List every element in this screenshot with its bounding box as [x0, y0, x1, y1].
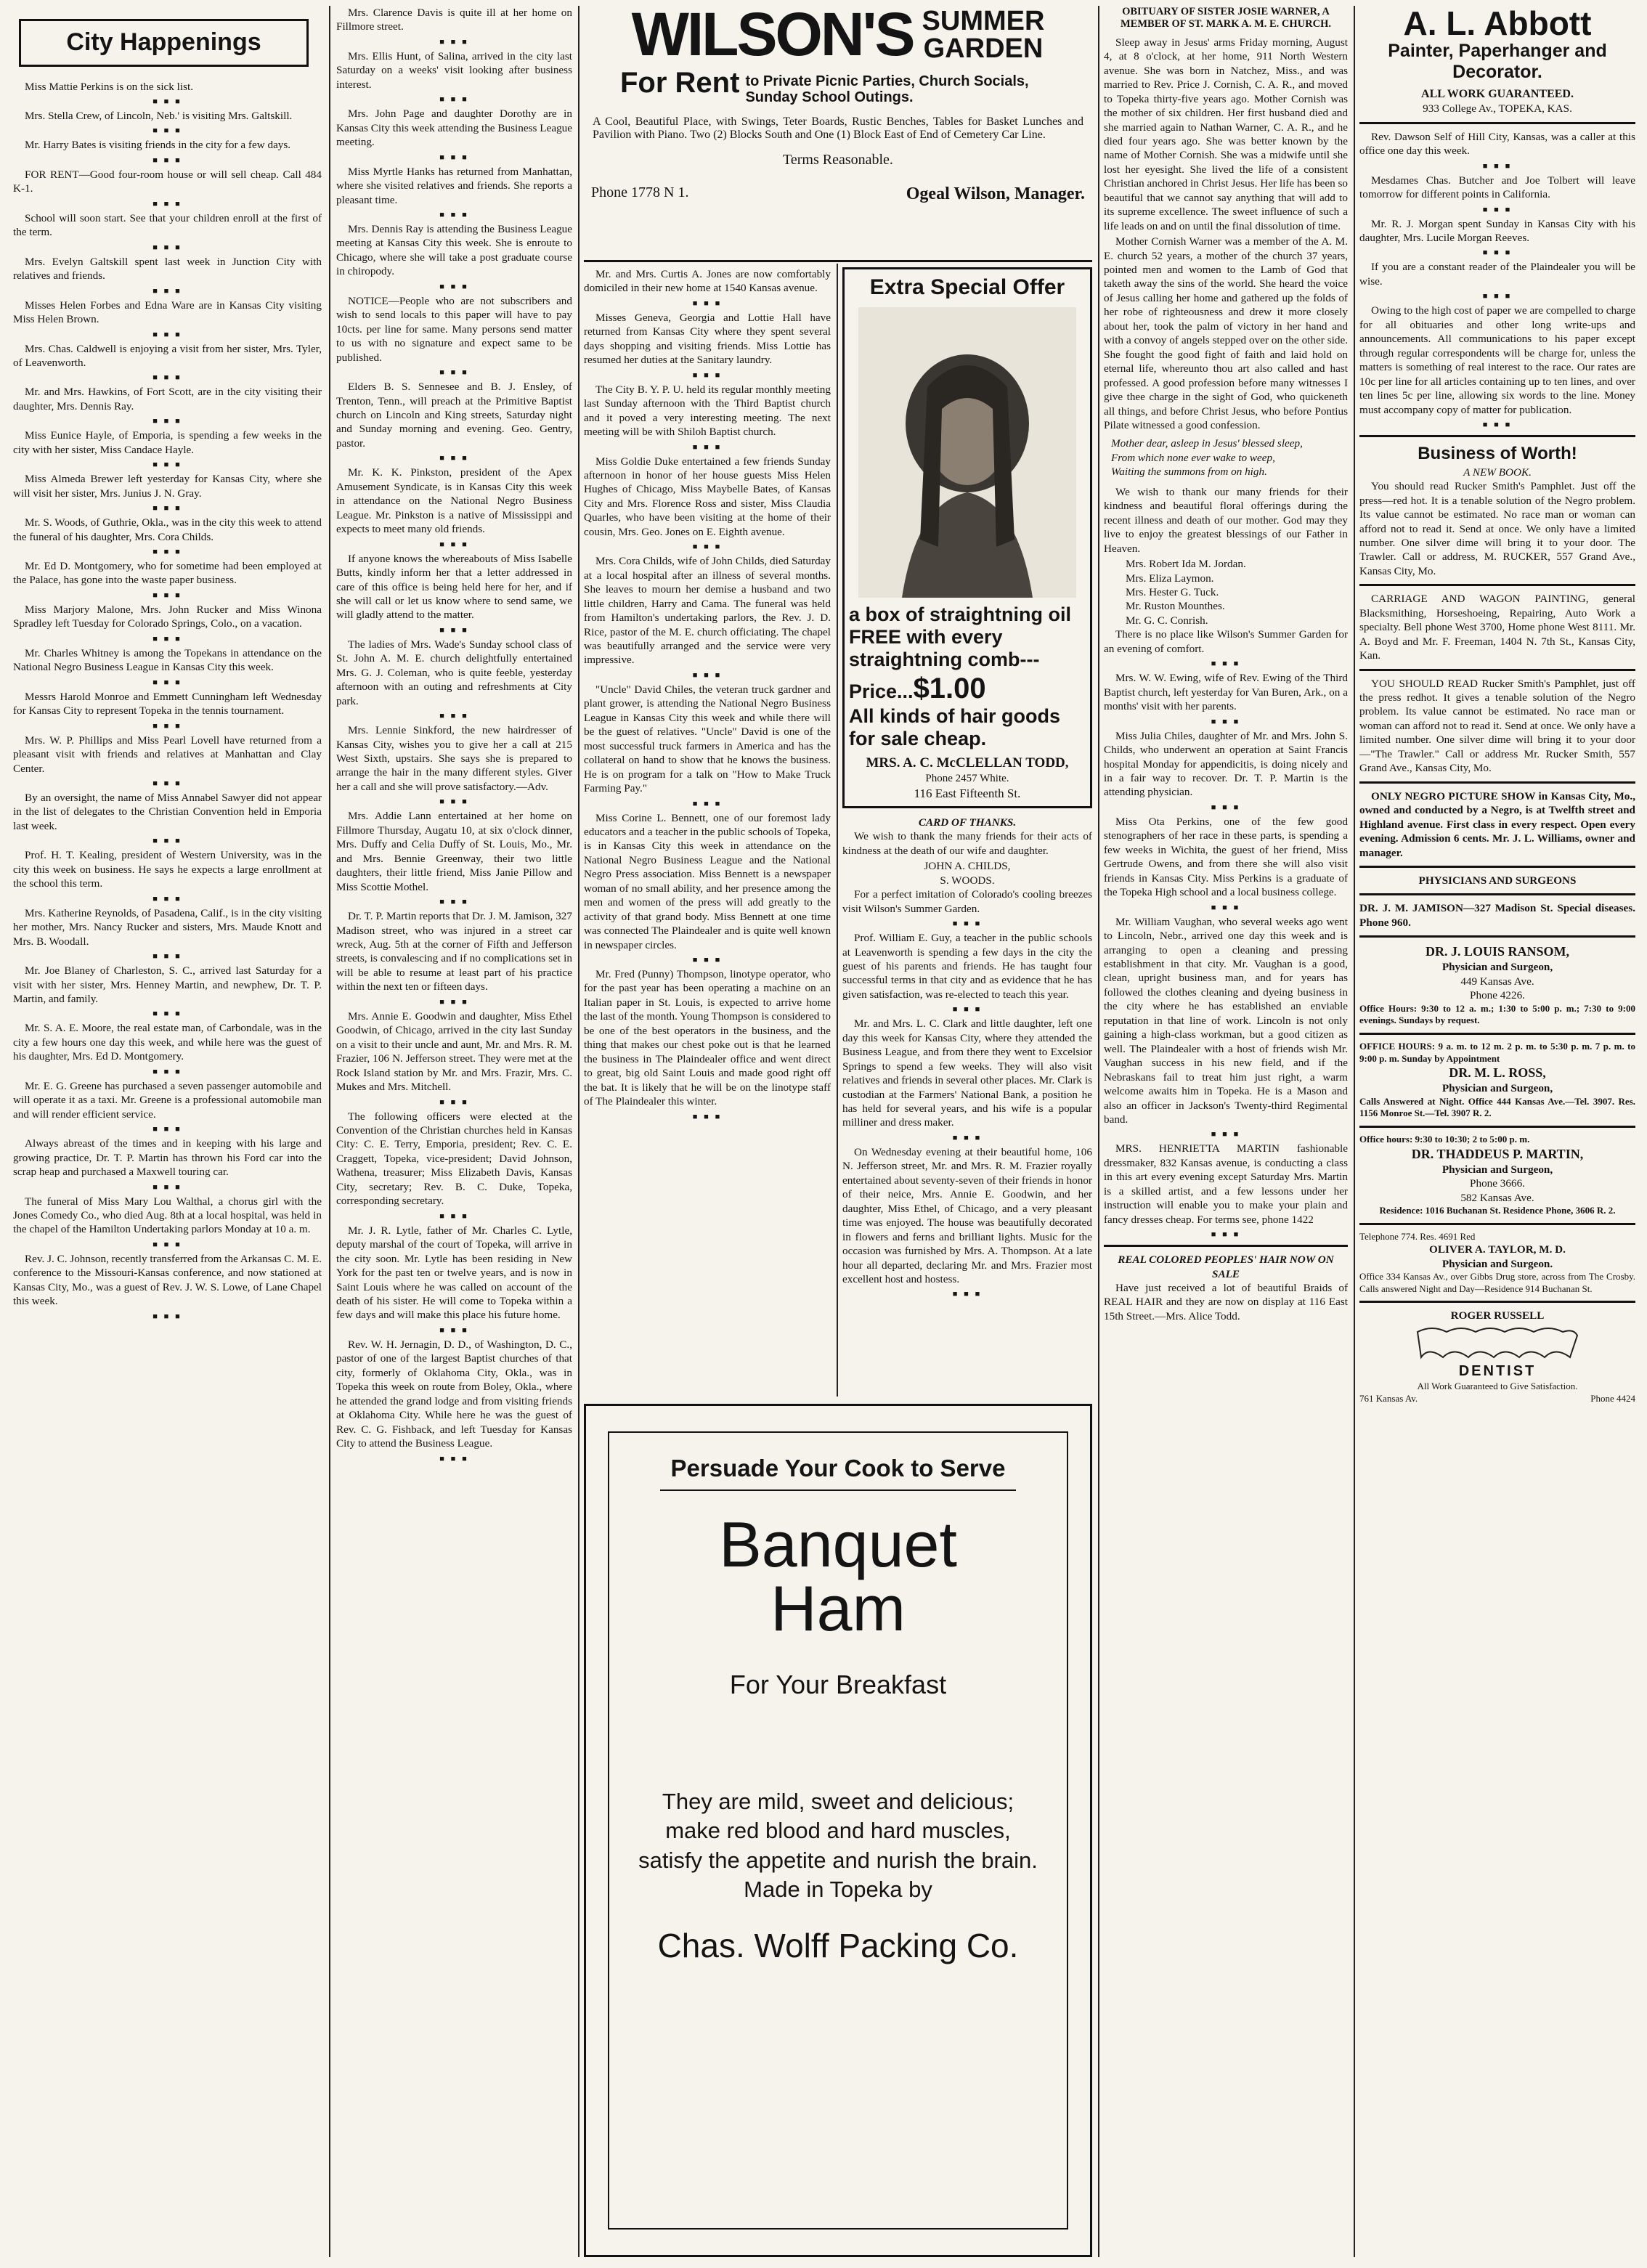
news-item: Rev. Dawson Self of Hill City, Kansas, was a caller at this office one day this week.: [1359, 130, 1635, 158]
abbott-guarantee: ALL WORK GUARANTEED.: [1421, 87, 1574, 100]
news-item: Mrs. Cora Childs, wife of John Childs, died Saturday at a local hospital after an illness of several months. She leaves to mourn her demise a husband and two little children, Harry and Cama. The funeral was held from Hamilton's undertaking parlors, the Rev. J. D. Rice, pastor of the M. E. church officiating. The chapel was beautifully arranged and the service were very impressive.: [584, 555, 831, 667]
item-separator: ■ ■ ■: [152, 1240, 182, 1249]
item-separator: ■ ■ ■: [439, 540, 469, 549]
news-item: Mr. S. A. E. Moore, the real estate man, of Carbondale, was in the city a few hours one day this week, and while here was the guest of his daughter, Mrs. Ed D. Montgomery.: [13, 1022, 322, 1063]
news-item: Elders B. S. Sennesee and B. J. Ensley, of Trenton, Tenn., will preach at the Primitive Baptist church on Lincoln and King streets, Saturday night and Sunday morning and evening. Geo. Gentry, pastor.: [336, 381, 572, 450]
card-signer: S. WOODS.: [940, 874, 995, 887]
banquet-persuade: Persuade Your Cook to Serve: [670, 1455, 1006, 1481]
item-separator: ■ ■ ■: [152, 1182, 182, 1192]
column-six-list: [1359, 130, 1635, 429]
news-item: Mr. S. Woods, of Guthrie, Okla., was in the city this week to attend the funeral of his daughter, Mrs. Cora Childs.: [13, 516, 322, 543]
martin-title: Physician and Surgeon,: [1441, 1163, 1553, 1176]
banquet-ham-ad: [584, 1404, 1092, 2257]
news-item: Mrs. Katherine Reynolds, of Pasadena, Calif., is in the city visiting her mother, Mrs. Nancy Rucker and sisters, Mrs. Maude Knott and Mrs. B. Woodall.: [13, 906, 322, 948]
wilson-for-rent: For Rent: [620, 67, 740, 99]
wilson-subtitle: SUMMER GARDEN: [922, 6, 1045, 64]
banquet-line-1: Banquet: [719, 1508, 957, 1580]
item-separator: ■ ■ ■: [439, 797, 469, 807]
item-separator: ■ ■ ■: [439, 1211, 469, 1221]
wilson-manager: Ogeal Wilson, Manager.: [906, 184, 1085, 204]
item-separator: ■ ■ ■: [952, 1005, 983, 1015]
news-item: Misses Helen Forbes and Edna Ware are in Kansas City visiting Miss Helen Brown.: [13, 298, 322, 326]
news-item: Miss Myrtle Hanks has returned from Manhattan, where she visited relatives and friends. She reports a pleasant time.: [336, 165, 572, 206]
ransom-title: Physician and Surgeon,: [1441, 961, 1553, 974]
martin-residence: Residence: 1016 Buchanan St. Residence Phone, 3606 R. 2.: [1379, 1205, 1616, 1216]
item-separator: ■ ■ ■: [1211, 659, 1241, 669]
news-item: Mrs. Clarence Davis is quite ill at her home on Fillmore street.: [336, 7, 572, 33]
wilson-summer-garden-ad: [584, 6, 1092, 256]
news-item: Miss Mattie Perkins is on the sick list.: [25, 80, 194, 93]
teeth-illustration: [1410, 1325, 1585, 1361]
news-item: "Uncle" David Chiles, the veteran truck gardner and plant grower, is attending the National Negro Business League in Kansas City this week and while there will be the guest of relatives. "Uncle" David is one of the most successful truck farmers in America and has the collateral on hand to show that he knows the business. He is on program for a talk on "How to Make Truck Farming Pay.": [584, 683, 831, 795]
wilson-phone: Phone 1778 N 1.: [591, 184, 689, 201]
news-item: Mrs. Dennis Ray is attending the Business League meeting at Kansas City this week. She is enroute to Chicago, where she will take a post graduate course in chiropody.: [336, 222, 572, 278]
news-item: Mesdames Chas. Butcher and Joe Tolbert will leave tomorrow for different points in California.: [1359, 174, 1635, 201]
item-separator: ■ ■ ■: [952, 1133, 983, 1142]
news-item: Mrs. Evelyn Galtskill spent last week in Junction City with relatives and friends.: [13, 255, 322, 283]
news-item: If you are a constant reader of the Plaindealer you will be wise.: [1359, 261, 1635, 288]
item-separator: ■ ■ ■: [1211, 802, 1241, 812]
item-separator: ■ ■ ■: [439, 153, 469, 162]
column-rule: [1098, 6, 1099, 2257]
item-separator: ■ ■ ■: [439, 1325, 469, 1335]
abbott-name: A. L. Abbott: [1403, 6, 1592, 42]
ransom-name: DR. J. LOUIS RANSOM,: [1425, 944, 1570, 959]
news-item: The funeral of Miss Mary Lou Walthal, a chorus girl with the Jones Comedy Co., who died Aug. 8th at a local hospital, was held in the chapel of the Hamilton Undertaking parlors Monday at 10 a. m.: [13, 1195, 322, 1236]
item-separator: ■ ■ ■: [1211, 1130, 1241, 1139]
wilson-terms: Terms Reasonable.: [783, 152, 893, 168]
news-item: Mr. Joe Blaney of Charleston, S. C., arrived last Saturday for a visit with her sister, Mrs. Henney Martin, and newphew, Dr. T. P. Martin, and family.: [13, 964, 322, 1005]
worth-subheading: A NEW BOOK.: [1463, 466, 1532, 479]
item-separator: ■ ■ ■: [152, 460, 182, 470]
column-two: [336, 6, 572, 2257]
text-line: From which none ever wake to weep,: [1111, 451, 1275, 464]
text-line: Waiting the summons from on high.: [1111, 466, 1267, 479]
item-separator: ■ ■ ■: [1211, 1230, 1241, 1240]
item-separator: ■ ■ ■: [692, 298, 723, 308]
newspaper-page: [13, 6, 1635, 2257]
item-separator: ■ ■ ■: [152, 1125, 182, 1134]
taylor-title: Physician and Surgeon.: [1441, 1257, 1553, 1270]
column-rule: [578, 6, 580, 2257]
news-item: Mr. Ed D. Montgomery, who for sometime had been employed at the Palace, has gone into the waste paper business.: [13, 560, 322, 587]
item-separator: ■ ■ ■: [152, 1067, 182, 1076]
carriage-ad: CARRIAGE AND WAGON PAINTING, general Blacksmithing, Horseshoeing, Repairing, Auto Work a specialty. Bell phone West 3700, Home phone West 8111. Mr. A. Boyd and Mr. F. Freeman, 1404 N. 7th St., Kansas City, Kan.: [1359, 593, 1635, 662]
item-separator: ■ ■ ■: [152, 634, 182, 643]
column-city-happenings: [13, 6, 322, 2257]
news-item: The following officers were elected at the Convention of the Christian churches held in Kansas City: C. E. Terry, Emporia, president; Rev. C. E. Craggett, Topeka, vice-president; David Johnson, Wathena, treasurer; Miss Elizabeth Davis, Kansas City, secretary; Rev. B. C. Duke, Topeka, corresponding secretary.: [336, 1110, 572, 1208]
news-item: Mr. and Mrs. Hawkins, of Fort Scott, are in the city visiting their daughter, Mrs. Dennis Ray.: [13, 386, 322, 412]
ross-hours: OFFICE HOURS: 9 a. m. to 12 m. 2 p. m. to 5:30 p. m. 7 p. m. to 9:00 p. m. Sunday by Appointment: [1359, 1041, 1635, 1064]
city-happenings-list: [13, 80, 322, 1321]
ransom-phone: Phone 4226.: [1470, 989, 1525, 1002]
column-obituary: [1104, 6, 1348, 2257]
dentist-phone: Phone 4424: [1590, 1393, 1635, 1405]
item-separator: ■ ■ ■: [439, 1097, 469, 1107]
text-line: Mr. Ruston Mounthes.: [1126, 600, 1225, 613]
news-item: Mrs. Chas. Caldwell is enjoying a visit from her sister, Mrs. Tyler, of Leavenworth.: [13, 342, 322, 369]
item-separator: ■ ■ ■: [152, 1312, 182, 1321]
dentist-address: 761 Kansas Av.: [1359, 1393, 1418, 1405]
item-separator: ■ ■ ■: [152, 373, 182, 383]
column-five-list: [1104, 627, 1348, 1239]
item-separator: ■ ■ ■: [692, 442, 723, 452]
column-directory: [1359, 6, 1635, 2257]
item-separator: ■ ■ ■: [1482, 292, 1513, 301]
news-item: NOTICE—People who are not subscribers and wish to send locals to this paper will have to pay 10cts. per line for same. Many persons send matter to us with no signature and expect same to be published.: [336, 294, 572, 364]
news-item: Mr. William Vaughan, who several weeks ago went to Lincoln, Nebr., arrived one day this week and is arranging to open a cleaning and pressing establishment in that city. Mr. Vaughan is a good, clean, upright business man, and for years has followed the clothes cleaning and dyeing business in the city where he has established an enviable reputation in that line of work. Lincoln is not only gaining a high-class workman, but a good citizen as well. The Plaindealer with a host of friends wish Mr. Vaughan success in his new field, and if the Nebraskans fail to treat him just right, a warm welcome awaits him in Topeka. He is a Mason and also an officer in Jackson's Twenty-third Regimental band.: [1104, 915, 1348, 1126]
item-separator: ■ ■ ■: [152, 330, 182, 339]
todd-phone: Phone 2457 White.: [925, 772, 1009, 784]
ross-name: DR. M. L. ROSS,: [1449, 1065, 1546, 1081]
todd-address: 116 East Fifteenth St.: [914, 787, 1021, 801]
news-item: Miss Julia Chiles, daughter of Mr. and Mrs. John S. Childs, who underwent an operation at Saint Francis hospital Monday for appendicitis, is doing nicely and in a fair way to recover. Dr. T. P. Martin is the attending physician.: [1104, 729, 1348, 799]
item-separator: ■ ■ ■: [152, 548, 182, 557]
city-happenings-heading: City Happenings: [19, 19, 309, 67]
item-separator: ■ ■ ■: [439, 282, 469, 291]
item-separator: ■ ■ ■: [952, 919, 983, 929]
item-separator: ■ ■ ■: [152, 199, 182, 208]
news-item: Miss Eunice Hayle, of Emporia, is spending a few weeks in the city with her sister, Miss Candace Hayle.: [13, 429, 322, 456]
jamison-card: DR. J. M. JAMISON—327 Madison St. Special diseases. Phone 960.: [1359, 902, 1635, 929]
item-separator: ■ ■ ■: [152, 721, 182, 731]
taylor-name: OLIVER A. TAYLOR, M. D.: [1429, 1243, 1566, 1256]
real-hair-heading: REAL COLORED PEOPLES' HAIR NOW ON SALE: [1118, 1253, 1334, 1280]
item-separator: ■ ■ ■: [152, 417, 182, 426]
news-item: Mr. and Mrs. L. C. Clark and little daughter, left one day this week for Kansas City, where they attended the Business League, and from there they went to Excelsior Springs to spend a few weeks. They will also visit relatives and friends in several other places. Mr. Clark is custodian at the Farmers' National Bank, a position he has held for several years, and his wife is a popular milliner and dress maker.: [842, 1017, 1092, 1129]
wilson-for-rent-detail: to Private Picnic Parties, Church Socials, Sunday School Outings.: [745, 73, 1029, 106]
item-separator: ■ ■ ■: [439, 368, 469, 378]
todd-heading: Extra Special Offer: [869, 275, 1065, 299]
news-item: Mrs. John Page and daughter Dorothy are in Kansas City this week attending the Business League meeting.: [336, 107, 572, 149]
news-item: Miss Goldie Duke entertained a few friends Sunday afternoon in honor of her house guests Miss Helen Hughes of Chicago, Miss Maybelle Bates, of Kansas City and Mrs. Florence Ross and sister, Miss Claudia Quarles, who have been visiting at the home of their cousin, Mrs. Geo. Jones on E. Eighth avenue.: [584, 455, 831, 538]
worth-heading: Business of Worth!: [1418, 443, 1577, 463]
news-item: Mr. and Mrs. Curtis A. Jones are now comfortably domiciled in their new home at 1540 Kansas avenue.: [584, 268, 831, 295]
item-separator: ■ ■ ■: [152, 97, 182, 106]
taylor-telephone: Telephone 774. Res. 4691 Red: [1359, 1230, 1476, 1242]
item-separator: ■ ■ ■: [152, 504, 182, 513]
ross-title: Physician and Surgeon,: [1441, 1082, 1553, 1095]
item-separator: ■ ■ ■: [152, 155, 182, 165]
news-item: Mr. R. J. Morgan spent Sunday in Kansas City with his daughter, Mrs. Lucile Morgan Reeves.: [1359, 217, 1635, 244]
item-separator: ■ ■ ■: [692, 799, 723, 808]
news-item: Mr. Harry Bates is visiting friends in the city for a few days.: [25, 139, 291, 152]
todd-name: MRS. A. C. McCLELLAN TODD,: [866, 755, 1069, 771]
item-separator: ■ ■ ■: [152, 894, 182, 903]
item-separator: ■ ■ ■: [152, 286, 182, 296]
item-separator: ■ ■ ■: [439, 712, 469, 721]
text-line: Mr. G. C. Conrish.: [1126, 614, 1208, 627]
item-separator: ■ ■ ■: [692, 670, 723, 680]
item-separator: ■ ■ ■: [439, 210, 469, 219]
column-four: [842, 267, 1092, 1400]
item-separator: ■ ■ ■: [152, 779, 182, 789]
item-separator: ■ ■ ■: [152, 952, 182, 962]
rucker-ad: YOU SHOULD READ Rucker Smith's Pamphlet, just off the press redhot. It gives a tenable solution of the Negro problem. Its value cannot be estimated. No race man or woman can afford not to read it. Send at once. We only have a limited number. One silver dime will bring it to your door—"The Trawler." Call or address Mr. Rucker Smith, 557 Grand Ave., Kansas City, Mo.: [1359, 677, 1635, 775]
abbott-trade: Painter, Paperhanger and Decorator.: [1388, 41, 1607, 83]
news-item: By an oversight, the name of Miss Annabel Sawyer did not appear in the list of delegates to the Christian Convention held in Emporia last week.: [13, 792, 322, 832]
item-separator: ■ ■ ■: [952, 1290, 983, 1299]
news-item: There is no place like Wilson's Summer Garden for an evening of comfort.: [1104, 628, 1348, 655]
taylor-text: Office 334 Kansas Av., over Gibbs Drug store, across from The Crosby. Calls answered Night and Day—Residence 914 Buchanan St.: [1359, 1271, 1635, 1294]
text-line: Mrs. Robert Ida M. Jordan.: [1126, 558, 1246, 571]
banquet-body: They are mild, sweet and delicious; make red blood and hard muscles, satisfy the appetite and nurish the brain. Made in Topeka by: [638, 1789, 1038, 1902]
news-item: Miss Corine L. Bennett, one of our foremost lady educators and a teacher in the public schools of Topeka, is in Kansas City this week in attendance on the National Negro Business League and the National Negro Press association. Miss Bennett is a newspaper woman of no small ability, and her presence among the men and women of the press will add greatly to the activity of that grand body. Miss Bennett at one time was connected The Plaindealer and is quite well known in newspaper circles.: [584, 811, 831, 951]
wilson-description: A Cool, Beautiful Place, with Swings, Teter Boards, Rustic Benches, Tables for Basket Lunches and Pavilion with Piano. Two (2) Blocks South and One (1) Block East of End of Cemetery Car Line.: [593, 115, 1083, 142]
item-separator: ■ ■ ■: [439, 95, 469, 105]
column-four-list: [842, 887, 1092, 1298]
item-separator: ■ ■ ■: [439, 1454, 469, 1463]
news-item: Mr. Fred (Punny) Thompson, linotype operator, who for the past year has been operating a machine on an Italian paper in St. Louis, is expected to arrive home the last of the month. Young Thompson is considered to be one of the best operators in the business, and the thing that makes our chest poke out is that he learned the business in The Plaindealer office and went direct to great, big old Saint Louis and made good right off the bat. It is likely that he will be on the linotype staff of The Plaindealer this winter.: [584, 968, 831, 1108]
martin-address: 582 Kansas Ave.: [1460, 1191, 1534, 1204]
obituary-thanks: We wish to thank our many friends for their kindness and beautiful floral offerings during the recent illness and death of our mother. God may they live to enjoy the greatest blessings of our Father in Heaven.: [1104, 485, 1348, 555]
column-rule: [329, 6, 330, 2257]
news-item: Mrs. Lennie Sinkford, the new hairdresser of Kansas City, wishes you to give her a call at 215 West Sixth, upstairs. She says she is prepared to arrange the hair in the many different styles. Giver her a call and she will prove satisfactory.—Adv.: [336, 724, 572, 793]
banquet-company: Chas. Wolff Packing Co.: [657, 1927, 1019, 1965]
news-item: Mr. Charles Whitney is among the Topekans in attendance on the National Negro Business League in Kansas City this week.: [13, 646, 322, 674]
news-item: Mrs. Stella Crew, of Lincoln, Neb.' is visiting Mrs. Galtskill.: [25, 109, 293, 122]
news-item: Mrs. Ellis Hunt, of Salina, arrived in the city last Saturday on a weeks' visit looking after business interest.: [336, 49, 572, 91]
paragraph: Mother Cornish Warner was a member of the A. M. E. church 52 years, a mother of the church 37 years, pointed men and women to the Lamb of God that taketh away the sins of the world. She heard the voice of Jesus calling her home and gathered up the folds of her robe of righteousness and drew it more closely about her, took the palm of victory in her hand and with a convoy of angels stepped over on the other side. She fought the good fight of faith and laid hold on eternal life, whereunto thou art also called and hast professed. A good profession before many witnesses I give thee charge in the sight of God, who quickeneth all things, and before Christ Jesus, who before Pontius Pilate witnessed a good confession.: [1104, 235, 1348, 432]
item-separator: ■ ■ ■: [692, 956, 723, 965]
news-item: The ladies of Mrs. Wade's Sunday school class of St. John A. M. E. church delightfully entertained Mrs. G. J. Coleman, who is quite feeble, yesterday afternoon with an outing and refreshments at City park.: [336, 638, 572, 707]
column-three: [584, 267, 831, 1397]
item-separator: ■ ■ ■: [152, 126, 182, 136]
news-item: The City B. Y. P. U. held its regular monthly meeting last Sunday afternoon with the Third Baptist church and it poved a very interesting meeting. The next meeting will be with Shiloh Baptist church.: [584, 383, 831, 439]
ad-rule: [584, 260, 1092, 262]
news-item: For a perfect imitation of Colorado's cooling breezes visit Wilson's Summer Garden.: [842, 888, 1092, 915]
news-item: Mrs. W. P. Phillips and Miss Pearl Lovell have returned from a pleasant visit with friends and relatives at Manhattan and Clay Center.: [13, 733, 322, 775]
item-separator: ■ ■ ■: [439, 454, 469, 463]
column-rule: [837, 264, 838, 1397]
obituary-signers: [1126, 557, 1348, 627]
item-separator: ■ ■ ■: [439, 625, 469, 635]
news-item: Miss Marjory Malone, Mrs. John Rucker and Miss Winona Spradley left Tuesday for Colorado Springs, Colo., on a vacation.: [13, 603, 322, 630]
item-separator: ■ ■ ■: [152, 678, 182, 687]
news-item: Messrs Harold Monroe and Emmett Cunningham left Wednesday for Kansas City to represent Topeka in the tennis tournament.: [13, 690, 322, 718]
banquet-breakfast: For Your Breakfast: [729, 1670, 947, 1699]
wilson-title: WILSON'S: [631, 6, 914, 68]
column-three-list: [584, 267, 831, 1121]
news-item: Mr. J. R. Lytle, father of Mr. Charles C. Lytle, deputy marshal of the court of Topeka, will arrive in the city soon. Mr. Lytle has been residing in New York for the past ten or twelve years, and is now in Saint Louis where he was called on account of the death of his sister. He will come to Topeka within a few days and will make this place his future home.: [336, 1224, 572, 1322]
text-line: Mrs. Eliza Laymon.: [1126, 572, 1214, 585]
item-separator: ■ ■ ■: [439, 37, 469, 46]
item-separator: ■ ■ ■: [439, 997, 469, 1007]
dentist-name: ROGER RUSSELL: [1450, 1309, 1545, 1322]
item-separator: ■ ■ ■: [1482, 420, 1513, 429]
news-item: Owing to the high cost of paper we are compelled to charge for all obituaries and other long write-ups and announcements. All communications to his paper except through regular correspondents will be charge for, unless the matters is something of real interest to the race. Our rates are 10c per line for all articles containing up to ten lines, and over ten lines 5c per line, allowing six words to the line. Money must accompany copy of matter for publication.: [1359, 304, 1635, 416]
news-item: FOR RENT—Good four-room house or will sell cheap. Call 484 K-1.: [13, 168, 322, 195]
item-separator: ■ ■ ■: [152, 243, 182, 252]
ransom-address: 449 Kansas Ave.: [1460, 975, 1534, 988]
news-item: Mrs. Annie E. Goodwin and daughter, Miss Ethel Goodwin, of Chicago, arrived in the city last Sunday on a visit to their uncle and aunt, Mr. and Mrs. R. M. Frazier, 106 N. Jefferson street. They were met at the Rock Island station by Mr. and Mrs. Frazir, Mrs. C. Mukes and Mrs. Mitchell.: [336, 1009, 572, 1094]
item-separator: ■ ■ ■: [1482, 205, 1513, 214]
item-separator: ■ ■ ■: [1482, 161, 1513, 171]
item-separator: ■ ■ ■: [692, 1112, 723, 1121]
news-item: Miss Almeda Brewer left yesterday for Kansas City, where she will visit her sister, Mrs. Junius J. N. Gray.: [13, 473, 322, 500]
news-item: Prof. H. T. Kealing, president of Western University, was in the city this week on business. He says he expects a large enrollment at the school this term.: [13, 849, 322, 890]
column-rule: [1354, 6, 1355, 2257]
item-separator: ■ ■ ■: [692, 370, 723, 380]
news-item: Prof. William E. Guy, a teacher in the public schools at Leavenworth is spending a few days in the city the guest of his parents and friends. He has taught four successful terms in that city and as evidence that he has given satisfaction, was re-elected to teach this year.: [842, 932, 1092, 1001]
worth-text: You should read Rucker Smith's Pamphlet. Just off the press—red hot. It is a tenable solution of the Negro problem. Its value cannot be estimated. No race man or woman can afford not to read it. Send at once. We only have a limited number. One silver dime will bring it to your door. The Trawler. Call or address, M. RUCKER, 557 Grand Ave., Kansas City, Mo.: [1359, 480, 1635, 577]
dentist-text: All Work Guaranteed to Give Satisfaction.: [1417, 1381, 1578, 1392]
todd-hair-ad: [842, 267, 1092, 808]
banquet-line-2: Ham: [770, 1572, 906, 1644]
news-item: Mr. K. K. Pinkston, president of the Apex Amusement Syndicate, is in Kansas City this week in attendance on the National Negro Business League. Mr. Pinkston is a native of Mississippi and expects to meet many old friends.: [336, 466, 572, 536]
abbott-address: 933 College Av., TOPEKA, KAS.: [1423, 102, 1572, 115]
martin-name: DR. THADDEUS P. MARTIN,: [1411, 1146, 1584, 1161]
portrait-photo: [858, 307, 1076, 598]
martin-hours: Office hours: 9:30 to 10:30; 2 to 5:00 p. m.: [1359, 1134, 1530, 1145]
news-item: Dr. T. P. Martin reports that Dr. J. M. Jamison, 327 Madison street, who was injured in a street car wreck, Aug. 5th at the corner of Fifth and Jefferson streets, is convalescing and if no complications set in will be able to resume at least part of his practice within the next ten or fifteen days.: [336, 910, 572, 993]
obituary-body: [1104, 36, 1348, 433]
item-separator: ■ ■ ■: [1482, 248, 1513, 258]
obituary-heading: OBITUARY OF SISTER JOSIE WARNER, A MEMBER OF ST. MARK A. M. E. CHURCH.: [1121, 6, 1331, 31]
news-item: Mrs. W. W. Ewing, wife of Rev. Ewing of the Third Baptist church, left yesterday for Van Buren, Ark., on a months' visit with her parents.: [1104, 672, 1348, 713]
card-of-thanks-text: We wish to thank the many friends for their acts of kindness at the death of our wife and daughter.: [842, 830, 1092, 857]
news-item: Mr. E. G. Greene has purchased a seven passenger automobile and will operate it as a taxi. Mr. Greene is a professional automobile man and will render efficient service.: [13, 1079, 322, 1121]
item-separator: ■ ■ ■: [152, 1009, 182, 1019]
news-item: Mrs. Addie Lann entertained at her home on Fillmore Thursday, Augatu 10, at six o'clock dinner, Mrs. Duffy and Celia Duffy of St. Louis, Mo., Mr. and Mrs. Bennie Greenway, their two little daughters, their little friend, Miss Janie Pillow and Miss Scottie Mothel.: [336, 810, 572, 893]
todd-hair-goods: All kinds of hair goods for sale cheap.: [849, 704, 1061, 749]
real-hair-text: Have just received a lot of beautiful Braids of REAL HAIR and they are now on display at 116 East 15th Street.—Mrs. Alice Todd.: [1104, 1282, 1348, 1322]
news-item: Always abreast of the times and in keeping with his large and growing practice, Dr. T. P. Martin has thrown his Ford car into the scrap heap and purchased a Maxwell touring car.: [13, 1137, 322, 1179]
card-of-thanks-heading: CARD OF THANKS.: [918, 816, 1017, 829]
ross-calls: Calls Answered at Night. Office 444 Kansas Ave.—Tel. 3907. Res. 1156 Monroe St.—Tel. 3907 R. 2.: [1359, 1095, 1635, 1119]
item-separator: ■ ■ ■: [152, 837, 182, 846]
todd-offer: a box of straightning oil FREE with every straightning comb---Price...$1.00: [849, 603, 1071, 704]
news-item: Miss Ota Perkins, one of the few good stenographers of her race in these parts, is spending a few weeks in Wichita, the guest of her friend, Miss Gertrude Owens, and from there she will also visit friends in Kansas City. Miss Perkins is a graduate of the Topeka High school and a local business college.: [1104, 815, 1348, 899]
news-item: Rev. J. C. Johnson, recently transferred from the Arkansas C. M. E. conference to the Missouri-Kansas conference, and now stationed at Kansas City, Mo., was a guest of Rev. J. W. S. Lowe, of Lane Chapel this week.: [13, 1252, 322, 1308]
news-item: On Wednesday evening at their beautiful home, 106 N. Jefferson street, Mr. and Mrs. R. M. Frazier royally entertained about seventy-seven of their friends in honor of their neice, Mrs. Annie E. Goodwin, and her daughter, Miss Ethel, of Chicago, and a very pleasant time was enjoyed. The house was beautifully decorated in flowers and ferns and brilliant lights. Music for the occasion was furnished by Mrs. A. Thompson. At a late hour all departed, declaring Mr. and Mrs. Frazier most excellent host and hostess.: [842, 1145, 1092, 1286]
obituary-verse: [1111, 436, 1348, 479]
news-item: School will soon start. See that your children enroll at the first of the term.: [13, 211, 322, 239]
dentist-title: DENTIST: [1458, 1362, 1537, 1379]
martin-phone: Phone 3666.: [1470, 1177, 1525, 1190]
news-item: MRS. HENRIETTA MARTIN fashionable dressmaker, 832 Kansas avenue, is conducting a class in this art every evening except Saturday Mrs. Martin is a skilled artist, and a few lessons under her instruction will enable you to make your plain and fancy dresses cheap. For terms see, phone 1422: [1104, 1142, 1348, 1226]
item-separator: ■ ■ ■: [152, 590, 182, 600]
picture-show-ad: ONLY NEGRO PICTURE SHOW in Kansas City, Mo., owned and conducted by a Negro, is at Twelfth street and Highland avenue. First class in every respect. Open every evening. Admission 6 cents. Mr. J. L. Williams, owner and manager.: [1359, 789, 1635, 859]
card-signer: JOHN A. CHILDS,: [924, 860, 1011, 873]
text-line: Mrs. Hester G. Tuck.: [1126, 586, 1219, 598]
news-item: If anyone knows the whereabouts of Miss Isabelle Butts, kindly inform her that a letter addressed in care of this office is being held here for her, and if she will call or let us know where to send same, we will gladly attend to the matter.: [336, 552, 572, 622]
news-item: Rev. W. H. Jernagin, D. D., of Washington, D. C., pastor of one of the largest Baptist churches of that city, formerly of Oklahoma City, Okla., was in Topeka this week on route from Boley, Okla., where he attended the grand lodge and from visiting friends at Oklahoma City. While here he was the guest of Rev. C. G. Fishback, and left Tuesday for Kansas City to attend the Business League.: [336, 1338, 572, 1450]
text-line: Mother dear, asleep in Jesus' blessed sleep,: [1111, 437, 1303, 450]
paragraph: Sleep away in Jesus' arms Friday morning, August 4, at 8 o'clock, at her home, 911 North Western avenue. She was born in Natchez, Miss., and was married to Rev. Price J. Cornish, C. A. R., and moved to Topeka thirty-five years ago. Mother Cornish was the mother of six children. Her first husband died and she married again to Nathan Warner, C. A. R., and he died four years ago. She was better known by the name of Mother Cornish. She was a midwife until she lost her eyesight. She lived the life of a consistent Christian anchored in Christ Jesus. Her life has been so beautiful that we cannot say anything that will add to its supreme excellence. The sweet influence of such a life leads on and on until the final dissolution of time.: [1104, 36, 1348, 232]
item-separator: ■ ■ ■: [692, 542, 723, 552]
ransom-hours: Office Hours: 9:30 to 12 a. m.; 1:30 to 5:00 p. m.; 7:30 to 9:00 evenings. Sundays by request.: [1359, 1002, 1635, 1026]
item-separator: ■ ■ ■: [439, 898, 469, 907]
item-separator: ■ ■ ■: [1211, 903, 1241, 912]
news-item: Misses Geneva, Georgia and Lottie Hall have returned from Kansas City where they spent several days shopping and visiting friends. Miss Lottie has resumed her duties at the Sanitary laundry.: [584, 311, 831, 367]
item-separator: ■ ■ ■: [1211, 717, 1241, 726]
column-two-list: [336, 6, 572, 1463]
physicians-heading: PHYSICIANS AND SURGEONS: [1418, 874, 1577, 887]
